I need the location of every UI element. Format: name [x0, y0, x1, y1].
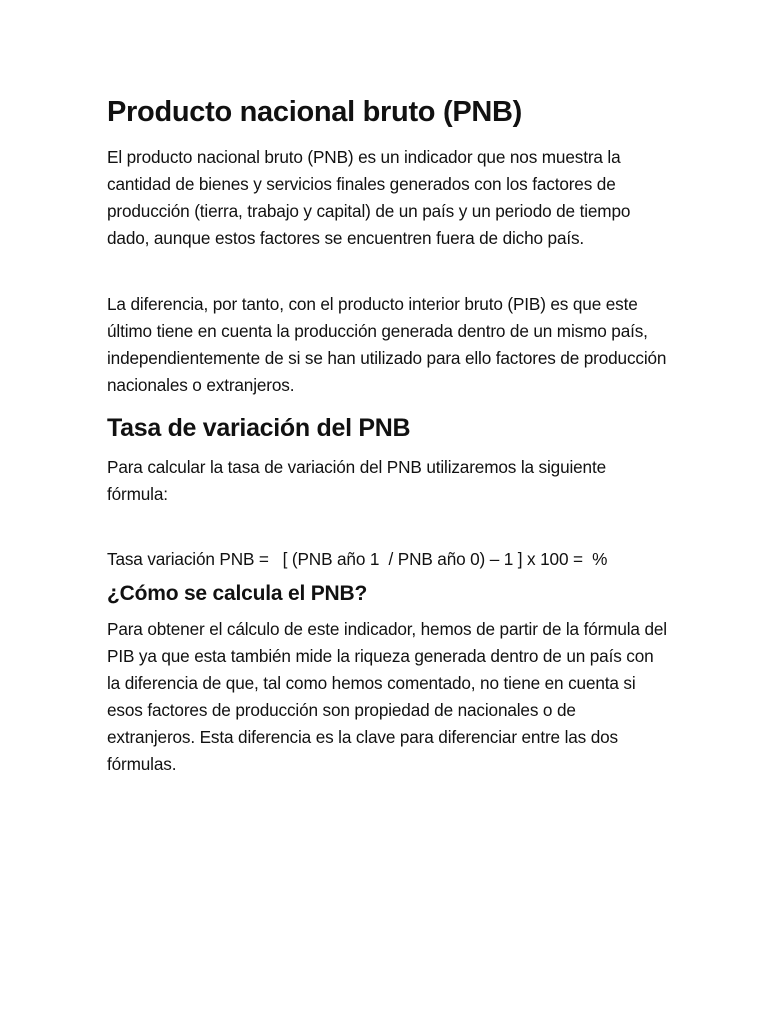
- rate-formula: Tasa variación PNB = [ (PNB año 1 / PNB año 0) – 1 ] x 100 = %: [107, 549, 608, 569]
- difference-paragraph: La diferencia, por tanto, con el producto interior bruto (PIB) es que este último tiene en cuenta la producción generada dentro de un mismo país, independientemente de si se han utilizado para ello factores de producción nacionales o extranjeros.: [107, 294, 667, 395]
- section-calc-heading: ¿Cómo se calcula el PNB?: [107, 582, 368, 605]
- section-rate-paragraph: Para calcular la tasa de variación del PNB utilizaremos la siguiente fórmula:: [107, 457, 606, 504]
- intro-paragraph: El producto nacional bruto (PNB) es un indicador que nos muestra la cantidad de bienes y servicios finales generados con los factores de producción (tierra, trabajo y capital) de un país y un periodo de tiempo dado, aunque estos factores se encuentren fuera de dicho país.: [107, 147, 631, 248]
- document-title: Producto nacional bruto (PNB): [107, 96, 523, 128]
- section-rate-heading: Tasa de variación del PNB: [107, 414, 411, 442]
- document-page: [107, 92, 667, 778]
- section-calc-paragraph: Para obtener el cálculo de este indicador, hemos de partir de la fórmula del PIB ya que esta también mide la riqueza generada dentro de un país con la diferencia de que, tal como hemos comentado, no tiene en cuenta si esos factores de producción son propiedad de nacionales o de extranjeros. Esta diferencia es la clave para diferenciar entre las dos fórmulas.: [107, 619, 667, 774]
